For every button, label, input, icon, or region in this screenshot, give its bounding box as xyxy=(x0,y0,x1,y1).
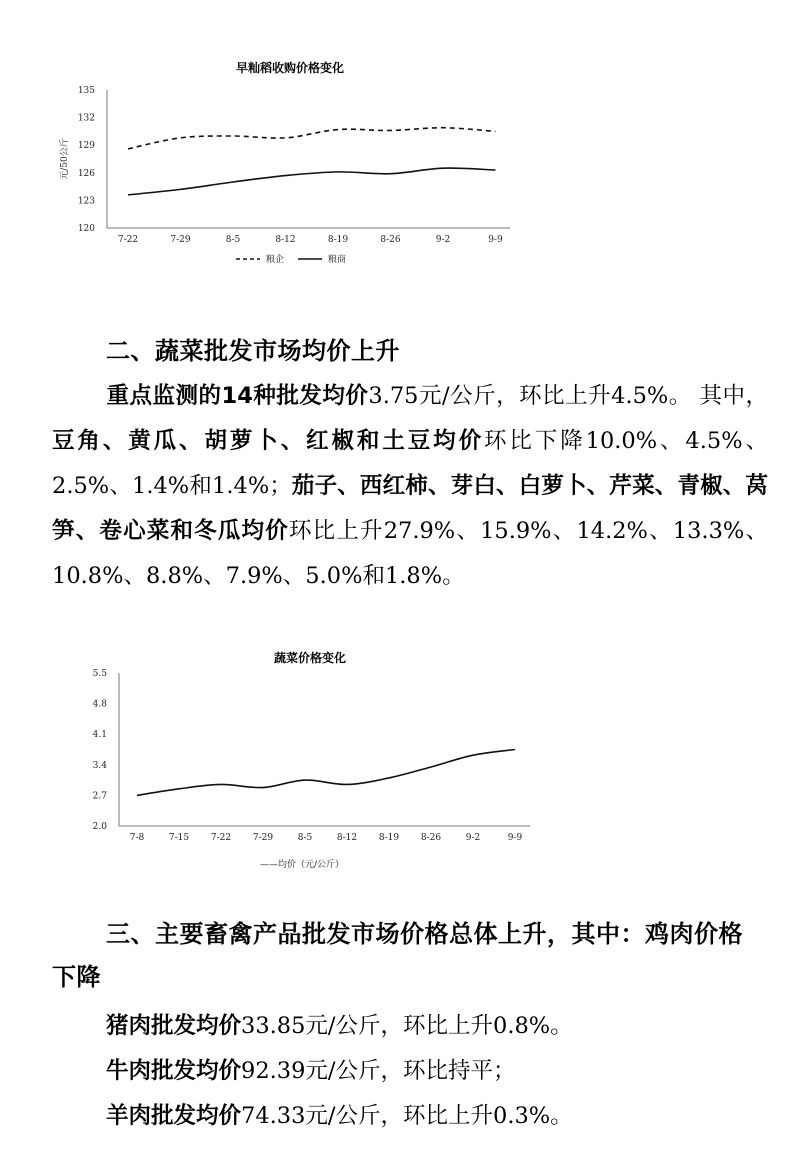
x-tick-label: 8-12 xyxy=(336,833,358,843)
y-tick-label: 4.1 xyxy=(92,730,107,741)
x-tick-label: 9-2 xyxy=(465,833,481,843)
section2-paragraph xyxy=(52,374,768,599)
y-tick-label: 2.0 xyxy=(92,822,107,832)
x-tick-label: 7-22 xyxy=(210,833,232,843)
vegetable-price-chart-svg xyxy=(60,640,540,880)
x-tick-label: 8-19 xyxy=(378,833,400,843)
section3-title: 三、主要畜禽产品批发市场价格总体上升，其中：鸡肉价格下降 xyxy=(52,920,743,991)
p2-bold1: 豆角、黄瓜、胡萝卜、红椒和土豆均价 xyxy=(52,428,484,454)
x-tick-label: 9-9 xyxy=(488,235,503,245)
y-tick-label: 4.8 xyxy=(92,699,107,710)
x-tick-label: 8-26 xyxy=(380,235,401,245)
y-tick-label: 5.5 xyxy=(92,669,107,679)
beef-bold: 牛肉批发均价 xyxy=(106,1058,242,1084)
x-tick-label: 7-8 xyxy=(129,833,145,843)
series-line-1 xyxy=(137,750,515,796)
y-tick-label: 3.4 xyxy=(92,760,107,771)
x-tick-label: 9-2 xyxy=(435,235,451,245)
x-tick-label: 9-9 xyxy=(507,833,523,843)
y-tick-label: 120 xyxy=(77,224,95,234)
p1-bold: 重点监测的14种批发均价 xyxy=(106,383,369,409)
x-tick-label: 7-15 xyxy=(168,833,190,843)
y-tick-label: 123 xyxy=(77,196,95,207)
y-tick-label: 129 xyxy=(77,141,95,152)
y-tick-label: 126 xyxy=(77,168,95,179)
pork-line xyxy=(106,1004,573,1049)
legend-label: ——均价（元/公斤） xyxy=(260,860,345,870)
legend-label-2: 粮商 xyxy=(328,255,347,265)
chart-title: 蔬菜价格变化 xyxy=(273,651,347,665)
p2-b: 环比下降10.0%、4.5%、2.5%、1.4%和1.4%； xyxy=(52,428,768,499)
mutton-bold: 羊肉批发均价 xyxy=(106,1103,242,1129)
pork-bold: 猪肉批发均价 xyxy=(106,1013,242,1039)
x-tick-label: 8-19 xyxy=(327,235,349,245)
x-tick-label: 7-29 xyxy=(252,833,274,843)
y-tick-label: 132 xyxy=(77,113,95,124)
rice-price-chart-svg xyxy=(40,48,540,278)
x-tick-label: 7-22 xyxy=(117,235,139,245)
beef-line xyxy=(106,1049,516,1094)
rice-price-chart xyxy=(40,48,540,278)
x-tick-label: 8-5 xyxy=(297,833,313,843)
x-tick-label: 8-5 xyxy=(225,235,241,245)
series-line-1 xyxy=(128,128,496,149)
x-tick-label: 7-29 xyxy=(170,235,191,245)
series-line-2 xyxy=(128,168,496,195)
p2-a: 其中， xyxy=(699,383,768,409)
chart-title: 早籼稻收购价格变化 xyxy=(235,61,345,75)
y-tick-label: 2.7 xyxy=(92,791,107,802)
beef-rest: 92.39元/公斤，环比持平； xyxy=(241,1058,516,1084)
y-tick-label: 135 xyxy=(77,86,95,96)
mutton-rest: 74.33元/公斤，环比上升0.3%。 xyxy=(241,1103,573,1129)
p2-c: 环比上升27.9%、15.9%、14.2%、13.3%、10.8%、8.8%、7.9%、5.0%和1.8%。 xyxy=(52,518,768,589)
y-axis-label: 元/50公斤 xyxy=(60,138,70,180)
x-tick-label: 8-12 xyxy=(275,235,296,245)
vegetable-price-chart xyxy=(60,640,540,880)
mutton-line xyxy=(106,1094,573,1139)
x-tick-label: 8-26 xyxy=(420,833,442,843)
section2-title: 二、蔬菜批发市场均价上升 xyxy=(106,337,400,365)
legend-label-1: 粮企 xyxy=(266,255,285,265)
p2-bold2: 茄子、西红柿、芽白、白萝卜、芹菜、青椒、莴笋、卷心菜和冬瓜均价 xyxy=(52,473,768,544)
pork-rest: 33.85元/公斤，环比上升0.8%。 xyxy=(241,1013,573,1039)
p1-rest: 3.75元/公斤，环比上升4.5%。 xyxy=(368,383,692,409)
